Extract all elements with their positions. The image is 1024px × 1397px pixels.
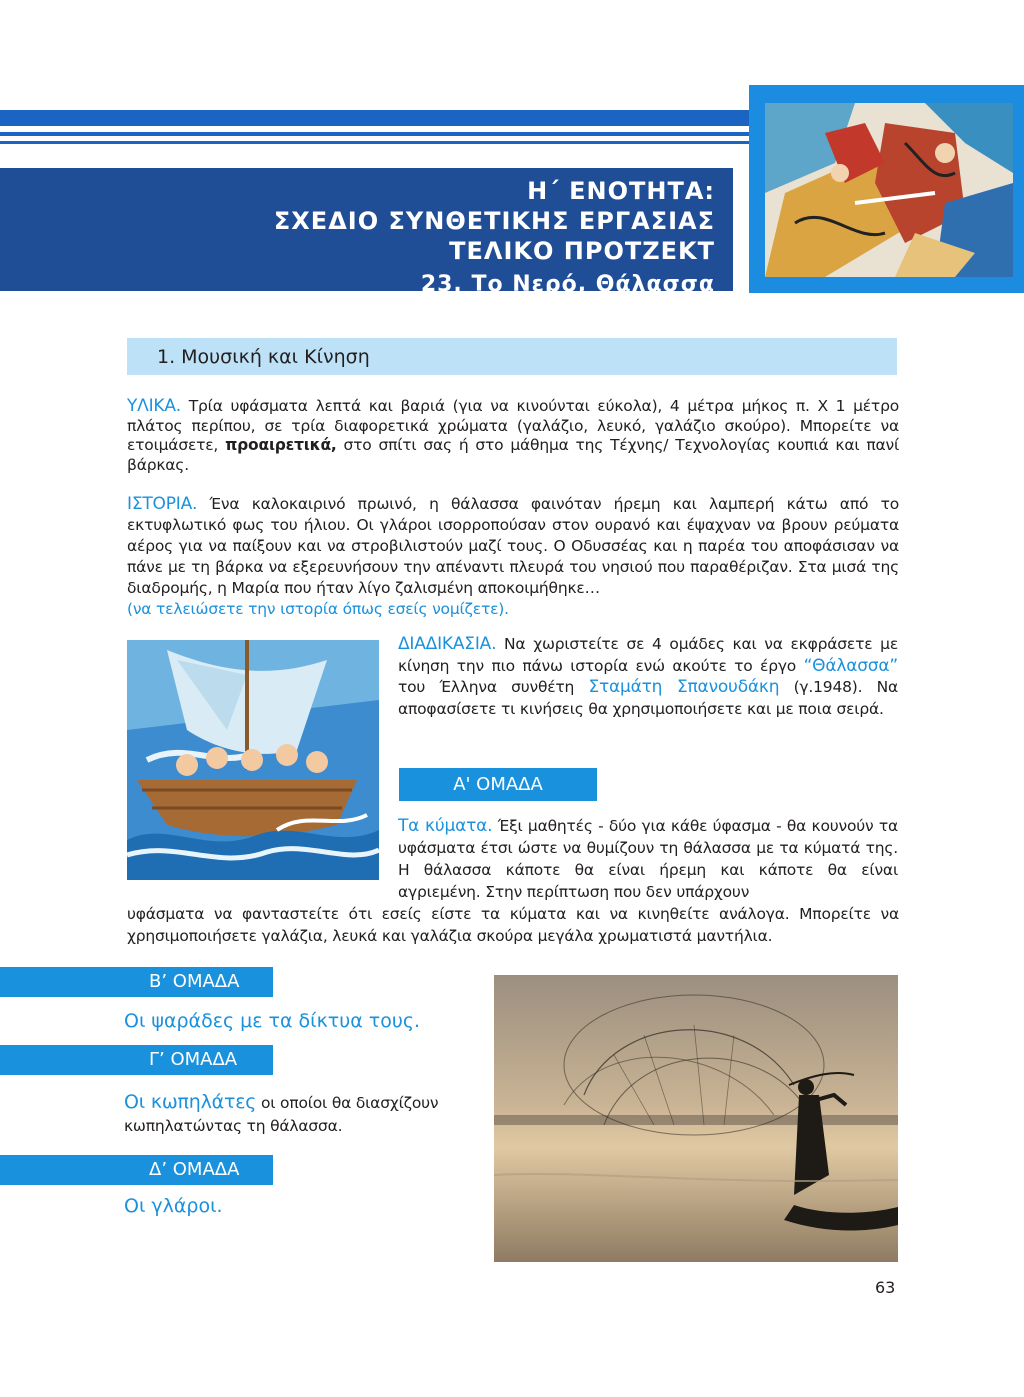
unit-subtitle: ΣΧΕΔΙΟ ΣΥΝΘΕΤΙΚΗΣ ΕΡΓΑΣΙΑΣ — [273, 207, 715, 235]
composer-name: Σταμάτη Σπανουδάκη — [588, 677, 780, 697]
group-b-bar — [0, 967, 273, 997]
chapter-title-block — [0, 168, 733, 297]
procedure-text-c: (γ.1948). Να αποφασίσετε τι κινήσεις θα χρησιμοποιήσετε και με ποια σειρά. — [398, 678, 899, 718]
group-b-label: Β’ ΟΜΑΔΑ — [149, 971, 240, 992]
materials-paragraph — [127, 397, 899, 475]
procedure-text-b: του Έλληνα συνθέτη — [398, 678, 589, 696]
group-d-title: Οι γλάροι. — [124, 1195, 223, 1217]
materials-text-a: Τρία υφάσματα λεπτά και βαριά (για να κινούνται εύκολα), 4 μέτρα μήκος π. Χ 1 μέτρο πλάτος περίπου, σε τρία διαφορετικά χρώματα (γαλάζιο, λευκό, γαλάζιο σκούρο). Μπορείτε να ετοιμάσετε, — [127, 397, 899, 455]
materials-text-b: στο σπίτι σας ή στο μάθημα της Τέχνης/ Τεχνολογίας κουπιά και πανί βάρκας. — [127, 436, 899, 474]
group-c-paragraph — [124, 1091, 474, 1138]
group-c-title: Οι κωπηλάτες — [124, 1091, 257, 1113]
fisherman-net-photo — [494, 975, 898, 1262]
group-a-title: Τα κύματα. — [398, 816, 493, 836]
group-a-text: Έξι μαθητές - δύο για κάθε ύφασμα - θα κουνούν τα υφάσματα έτσι ώστε να θυμίζουν τη θάλασσα με τα κύματά της. Η θάλασσα κάποτε θα είναι ήρεμη και κάποτε θα είναι αγριεμένη. Στην περίπτωση που δεν υπάρχουν — [398, 817, 899, 901]
boat-illustration-image — [127, 640, 379, 880]
header-stripe-thin-2 — [0, 141, 750, 144]
lesson-title: 23. Το Νερό, Θάλασσα — [420, 272, 715, 297]
story-paragraph — [127, 494, 899, 620]
materials-bold: προαιρετικά, — [225, 436, 337, 455]
header-stripe-thin-1 — [0, 132, 750, 136]
group-a-paragraph — [398, 815, 898, 903]
section-heading — [127, 338, 897, 375]
group-c-text: οι οποίοι θα διασχίζουν κωπηλατώντας τη θάλασσα. — [124, 1094, 439, 1135]
group-c-label: Γ’ ΟΜΑΔΑ — [149, 1049, 238, 1070]
musicians-painting-image — [765, 103, 1013, 277]
unit-title: Η΄ ΕΝΟΤΗΤΑ: — [527, 177, 715, 205]
group-c-bar — [0, 1045, 273, 1075]
procedure-text-a: Να χωριστείτε σε 4 ομάδες και να εκφράσετε με κίνηση την πιο πάνω ιστορία ενώ ακούτε το έργο — [398, 635, 898, 675]
group-b-title: Οι ψαράδες με τα δίκτυα τους. — [124, 1010, 421, 1032]
group-a-label: Α' ΟΜΑΔΑ — [399, 768, 597, 801]
header-stripe-thick — [0, 110, 750, 126]
story-prompt: (να τελειώσετε την ιστορία όπως εσείς νομίζετε). — [127, 600, 509, 618]
music-work-title: “Θάλασσα” — [803, 655, 898, 676]
group-a-paragraph-continued: υφάσματα να φανταστείτε ότι εσείς είστε τα κύματα και να κινηθείτε ανάλογα. Μπορείτε να χρησιμοποιήσετε γαλάζια, λευκά και γαλάζια σκούρα μεγάλα χρωματιστά μαντήλια. — [127, 905, 899, 945]
group-d-label: Δ’ ΟΜΑΔΑ — [149, 1159, 240, 1180]
materials-label: ΥΛΙΚΑ. — [127, 396, 182, 416]
group-d-bar — [0, 1155, 273, 1185]
page-number: 63 — [875, 1278, 896, 1297]
procedure-paragraph — [398, 634, 898, 720]
procedure-label: ΔΙΑΔΙΚΑΣΙΑ. — [398, 634, 497, 654]
story-label: ΙΣΤΟΡΙΑ. — [127, 494, 198, 514]
project-title: ΤΕΛΙΚΟ ΠΡΟΤΖΕΚΤ — [449, 237, 715, 265]
story-text: Ένα καλοκαιρινό πρωινό, η θάλασσα φαινόταν ήρεμη και λαμπερή κάτω από το εκτυφλωτικό φως του ήλιου. Οι γλάροι ισορροπούσαν στον ουρανό και έψαχναν να βρουν ρεύματα αέρος για να παίξουν και να στροβιλιστούν μαζί τους. Ο Οδυσσέας και η παρέα του αποφάσισαν να πάνε με τη βάρκα να εξερευνήσουν την απέναντι πλευρά του νησιού που παραθέριζαν. Στα μισά της διαδρομής, η Μαρία που ήταν λίγο ζαλισμένη αποκοιμήθηκε… — [127, 495, 899, 597]
section-title: 1. Μουσική και Κίνηση — [157, 346, 370, 368]
